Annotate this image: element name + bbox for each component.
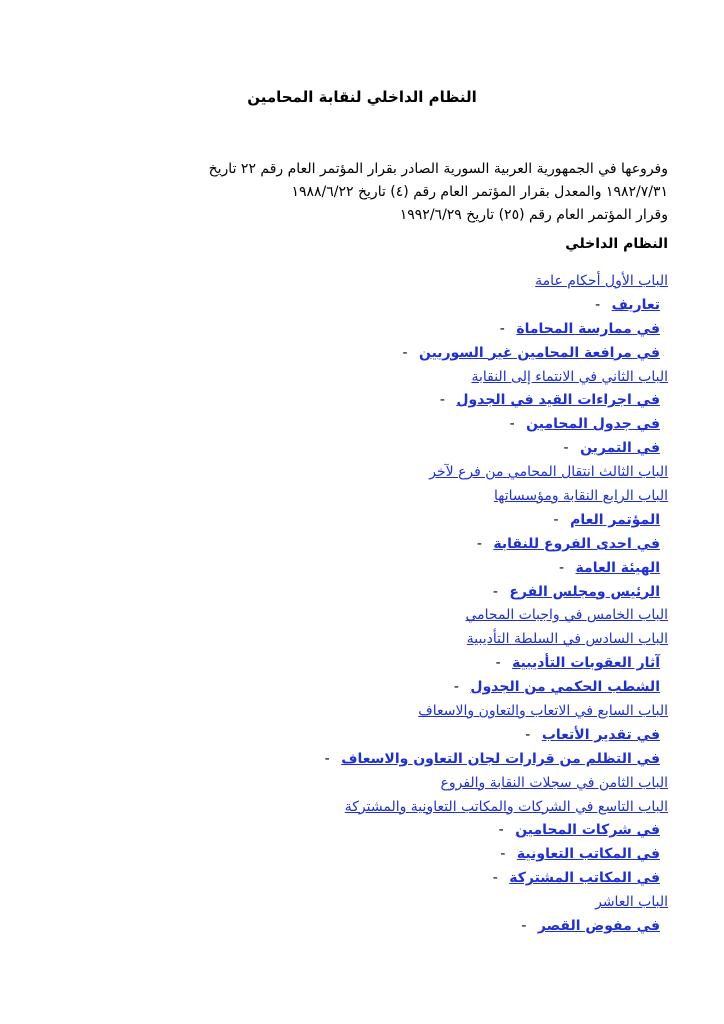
- toc-section-link[interactable]: في التظلم من قرارات لجان التعاون والاسعاف: [341, 750, 660, 767]
- toc-section-row: [168, 533, 668, 557]
- toc-chapter-row: [168, 700, 668, 724]
- toc-section-link[interactable]: في احدى الفروع للنقابة: [493, 535, 660, 552]
- toc-chapter-row: [168, 628, 668, 652]
- toc-chapter-link[interactable]: الباب الثاني في الانتماء إلى النقابة: [471, 368, 668, 385]
- toc-section-link[interactable]: في ممارسة المحاماة: [516, 320, 660, 337]
- toc-chapter-row: [168, 772, 668, 796]
- toc-section-row: [168, 652, 668, 676]
- list-dash: -: [498, 822, 504, 839]
- toc-section-link[interactable]: في شركات المحامين: [515, 822, 660, 839]
- toc-section-link[interactable]: الشطب الحكمي من الجدول: [470, 679, 660, 696]
- list-dash: -: [525, 726, 531, 743]
- list-dash: -: [553, 511, 559, 528]
- toc-section-link[interactable]: في اجراءات القيد في الجدول: [456, 392, 660, 409]
- intro-paragraph: [108, 158, 668, 227]
- list-dash: -: [439, 392, 445, 409]
- list-dash: -: [492, 870, 498, 887]
- list-dash: -: [521, 918, 527, 935]
- toc-chapter-link[interactable]: الباب السابع في الاتعاب والتعاون والاسعاف: [418, 703, 668, 720]
- table-of-contents: [168, 270, 668, 939]
- toc-section-row: [168, 557, 668, 581]
- toc-chapter-link[interactable]: الباب الخامس في واجبات المحامي: [465, 607, 668, 624]
- toc-section-row: [168, 724, 668, 748]
- intro-line: وفروعها في الجمهورية العربية السورية الصادر بقرار المؤتمر العام رقم ٢٢ تاريخ: [208, 161, 668, 177]
- toc-section-row: [168, 342, 668, 366]
- list-dash: -: [476, 535, 482, 552]
- list-dash: -: [500, 846, 506, 863]
- toc-chapter-link[interactable]: الباب السادس في السلطة التأديبية: [466, 631, 668, 648]
- toc-section-row: [168, 915, 668, 939]
- toc-section-row: [168, 819, 668, 843]
- toc-chapter-row: [168, 891, 668, 915]
- toc-section-link[interactable]: في جدول المحامين: [526, 416, 660, 433]
- toc-section-row: [168, 581, 668, 605]
- toc-section-link[interactable]: الرئيس ومجلس الفرع: [509, 583, 660, 600]
- list-dash: -: [559, 559, 565, 576]
- toc-chapter-row: [168, 366, 668, 390]
- toc-chapter-link[interactable]: الباب العاشر: [595, 894, 668, 911]
- intro-line: ١٩٨٢/٧/٣١ والمعدل بقرار المؤتمر العام رقم (٤) تاريخ ١٩٨٨/٦/٢٢: [291, 184, 668, 200]
- toc-chapter-row: [168, 461, 668, 485]
- list-dash: -: [595, 296, 601, 313]
- list-dash: -: [499, 320, 505, 337]
- toc-section-link[interactable]: في التمرين: [580, 440, 660, 457]
- toc-section-row: [168, 389, 668, 413]
- list-dash: -: [324, 750, 330, 767]
- toc-section-row: [168, 748, 668, 772]
- intro-line: وقرار المؤتمر العام رقم (٢٥) تاريخ ١٩٩٢/٦/٢٩: [399, 207, 668, 223]
- toc-chapter-link[interactable]: الباب التاسع في الشركات والمكاتب التعاونية والمشتركة: [344, 798, 668, 815]
- toc-section-link[interactable]: في المكاتب التعاونية: [516, 846, 660, 863]
- toc-section-link[interactable]: آثار العقوبات التأديبية: [512, 655, 660, 672]
- section-heading: النظام الداخلي: [565, 236, 668, 252]
- toc-section-link[interactable]: في مفوض القصر: [537, 918, 660, 935]
- toc-chapter-link[interactable]: الباب الثامن في سجلات النقابة والفروع: [440, 774, 668, 791]
- toc-section-link[interactable]: في مرافعة المحامين غير السوريين: [418, 344, 660, 361]
- toc-section-row: [168, 437, 668, 461]
- toc-chapter-link[interactable]: الباب الثالث انتقال المحامي من فرع لآخر: [429, 464, 668, 481]
- toc-section-row: [168, 294, 668, 318]
- toc-section-row: [168, 676, 668, 700]
- toc-section-link[interactable]: الهيئة العامة: [575, 559, 660, 576]
- document-title: النظام الداخلي لنقابة المحامين: [247, 88, 477, 106]
- toc-chapter-link[interactable]: الباب الرابع النقابة ومؤسساتها: [493, 488, 668, 505]
- toc-section-row: [168, 318, 668, 342]
- toc-chapter-row: [168, 796, 668, 820]
- list-dash: -: [402, 344, 408, 361]
- list-dash: -: [492, 583, 498, 600]
- toc-section-row: [168, 867, 668, 891]
- toc-section-row: [168, 843, 668, 867]
- toc-chapter-row: [168, 270, 668, 294]
- toc-section-row: [168, 413, 668, 437]
- list-dash: -: [509, 416, 515, 433]
- toc-chapter-link[interactable]: الباب الأول أحكام عامة: [535, 273, 668, 289]
- toc-section-link[interactable]: في تقدير الأتعاب: [541, 726, 660, 743]
- list-dash: -: [495, 655, 501, 672]
- toc-section-row: [168, 509, 668, 533]
- toc-section-link[interactable]: المؤتمر العام: [570, 511, 660, 528]
- toc-section-link[interactable]: تعاريف: [611, 296, 660, 313]
- toc-chapter-row: [168, 604, 668, 628]
- toc-section-link[interactable]: في المكاتب المشتركة: [509, 870, 660, 887]
- toc-chapter-row: [168, 485, 668, 509]
- list-dash: -: [563, 440, 569, 457]
- list-dash: -: [453, 679, 459, 696]
